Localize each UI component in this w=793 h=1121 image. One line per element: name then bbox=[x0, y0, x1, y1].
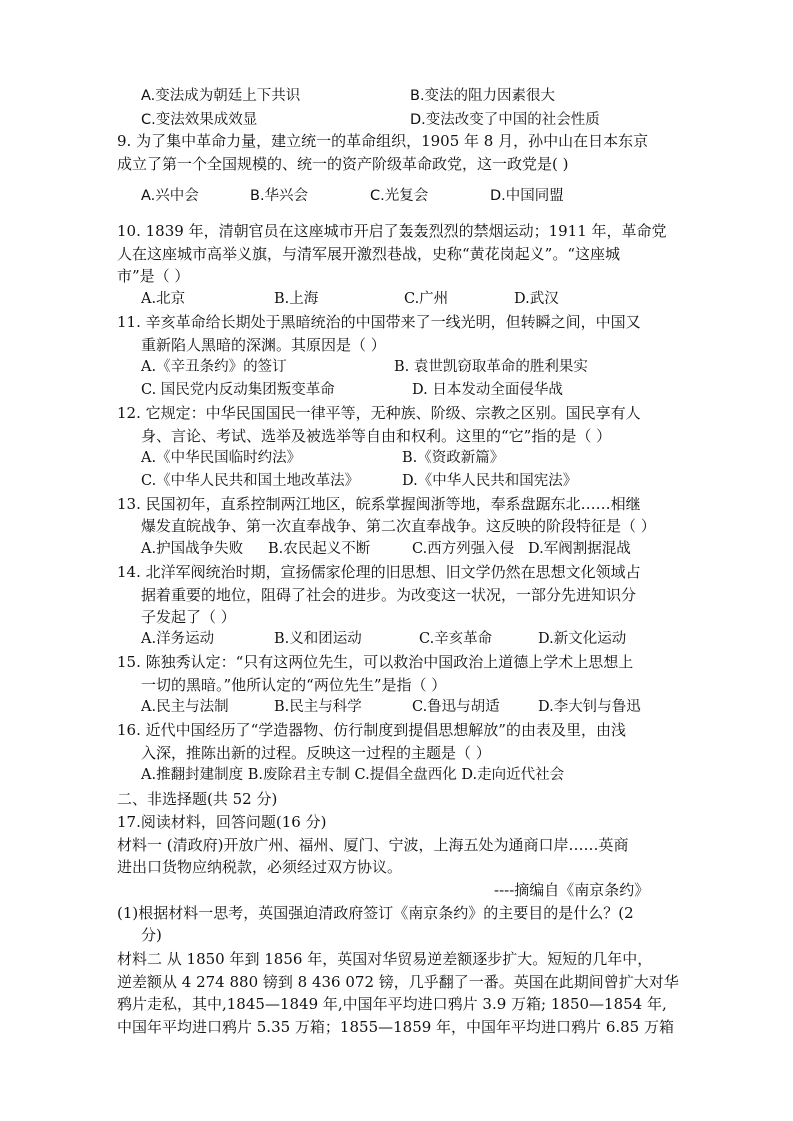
q13-option-b: B.农民起义不断 bbox=[268, 541, 371, 557]
q9-option-b: B.华兴会 bbox=[250, 188, 309, 204]
q16-options: A.推翻封建制度 B.废除君主专制 C.提倡全盘西化 D.走向近代社会 bbox=[141, 767, 565, 783]
q10-option-c: C.广州 bbox=[404, 291, 449, 307]
material2-line3: 鸦片走私，其中,1845—1849 年,中国年平均进口鸦片 3.9 万箱; 1850—1854 年, bbox=[117, 995, 667, 1013]
material2-line2: 逆差额从 4 274 880 镑到 8 436 072 镑，几乎翻了一番。英国在此期间曾扩大对华 bbox=[117, 973, 679, 991]
q12-option-a: A.《中华民国临时约法》 bbox=[141, 450, 302, 466]
q13-stem-line2: 爆发直皖战争、第一次直奉战争、第二次直奉战争。这反映的阶段特征是（ ） bbox=[141, 517, 656, 535]
q9-stem-line2: 成立了第一个全国规模的、统一的资产阶级革命政党，这一政党是( ) bbox=[117, 155, 569, 173]
q15-option-b: B.民主与科学 bbox=[274, 699, 362, 715]
q11-option-b: B. 袁世凯窃取革命的胜利果实 bbox=[394, 359, 588, 375]
material1-line2: 进出口货物应纳税款，必须经过双方协议。 bbox=[117, 858, 403, 876]
q13-option-a: A.护国战争失败 bbox=[141, 541, 244, 557]
q14-stem-line3: 子发起了（ ） bbox=[141, 608, 236, 626]
q8-option-b: B.变法的阻力因素很大 bbox=[410, 88, 556, 104]
q11-stem-line2: 重新陷人黑暗的深渊。其原因是（ ） bbox=[141, 336, 386, 354]
q11-option-d: D. 日本发动全面侵华战 bbox=[412, 382, 563, 398]
q15-stem-line2: 一切的黑暗。”他所认定的“两位先生”是指（ ） bbox=[141, 676, 447, 694]
q14-option-c: C.辛亥革命 bbox=[419, 631, 493, 647]
q12-option-b: B.《资政新篇》 bbox=[402, 450, 505, 466]
q15-option-a: A.民主与法制 bbox=[141, 699, 229, 715]
q9-option-c: C.光复会 bbox=[370, 188, 429, 204]
q12-option-c: C.《中华人民共和国土地改革法》 bbox=[141, 473, 360, 489]
q10-option-d: D.武汉 bbox=[514, 291, 559, 307]
q13-stem-line1: 13. 民国初年，直系控制两江地区，皖系掌握闽浙等地，奉系盘踞东北……相继 bbox=[117, 495, 641, 513]
q9-option-d: D.中国同盟 bbox=[490, 188, 564, 204]
q10-stem-line1: 10. 1839 年，清朝官员在这座城市开启了轰轰烈烈的禁烟运动；1911 年，革命党 bbox=[117, 222, 667, 240]
q12-option-d: D.《中华人民共和国宪法》 bbox=[402, 473, 578, 489]
q14-option-d: D.新文化运动 bbox=[538, 631, 627, 647]
material2-line1: 材料二 从 1850 年到 1856 年，英国对华贸易逆差额逐步扩大。短短的几年中， bbox=[117, 950, 653, 968]
q11-option-c: C. 国民党内反动集团叛变革命 bbox=[141, 382, 335, 398]
q14-stem-line1: 14. 北洋军阀统治时期，宣扬儒家伦理的旧思想、旧文学仍然在思想文化领域占 bbox=[117, 563, 641, 581]
q15-option-d: D.李大钊与鲁迅 bbox=[538, 699, 641, 715]
q15-option-c: C.鲁迅与胡适 bbox=[412, 699, 500, 715]
q9-option-a: A.兴中会 bbox=[141, 188, 199, 204]
material1-line1: 材料一 (清政府)开放广州、福州、厦门、宁波，上海五处为通商口岸……英商 bbox=[117, 836, 629, 854]
q10-option-a: A.北京 bbox=[141, 291, 186, 307]
q13-option-c: C.西方列强入侵 bbox=[412, 541, 515, 557]
q10-option-b: B.上海 bbox=[274, 291, 319, 307]
q8-option-c: C.变法效果成效显 bbox=[141, 112, 258, 128]
section-title: 二、非选择题(共 52 分) bbox=[117, 790, 278, 808]
q12-stem-line2: 身、言论、考试、选举及被选举等自由和权利。这里的“它”指的是（ ） bbox=[141, 427, 612, 445]
q17-sub1-line2: 分) bbox=[141, 926, 162, 944]
q17-sub1-line1: (1)根据材料一思考，英国强迫清政府签订《南京条约》的主要目的是什么？(2 bbox=[117, 904, 634, 922]
material1-source: ----摘编自《南京条约》 bbox=[494, 881, 650, 899]
q11-stem-line1: 11. 辛亥革命给长期处于黑暗统治的中国带来了一线光明，但转瞬之间，中国又 bbox=[117, 313, 641, 331]
q10-stem-line3: 市”是（ ） bbox=[117, 267, 190, 285]
q16-stem-line2: 入深，推陈出新的过程。反映这一过程的主题是（ ） bbox=[141, 744, 491, 762]
q13-option-d: D.军阀割据混战 bbox=[528, 541, 631, 557]
q8-option-a: A.变法成为朝廷上下共识 bbox=[141, 88, 301, 104]
q16-stem-line1: 16. 近代中国经历了“学造器物、仿行制度到提倡思想解放”的由表及里，由浅 bbox=[117, 721, 626, 739]
q14-option-b: B.义和团运动 bbox=[274, 631, 362, 647]
q17-title: 17.阅读材料，回答问题(16 分) bbox=[117, 813, 327, 831]
q14-stem-line2: 据着重要的地位，阻碍了社会的进步。为改变这一状况，一部分先进知识分 bbox=[141, 586, 637, 604]
q12-stem-line1: 12. 它规定：中华民国国民一律平等，无种族、阶级、宗教之区别。国民享有人 bbox=[117, 404, 641, 422]
q15-stem-line1: 15. 陈独秀认定：“只有这两位先生，可以救治中国政治上道德上学术上思想上 bbox=[117, 653, 634, 671]
q10-stem-line2: 人在这座城市高举义旗，与清军展开激烈巷战，史称“黄花岗起义”。“这座城 bbox=[117, 245, 621, 263]
q8-option-d: D.变法改变了中国的社会性质 bbox=[410, 112, 600, 128]
q11-option-a: A.《辛丑条约》的签订 bbox=[141, 359, 287, 375]
q14-option-a: A.洋务运动 bbox=[141, 631, 215, 647]
q9-stem-line1: 9. 为了集中革命力量，建立统一的革命组织，1905 年 8 月，孙中山在日本东京 bbox=[117, 132, 649, 150]
material2-line4: 中国年平均进口鸦片 5.35 万箱；1855—1859 年，中国年平均进口鸦片 6.85 万箱 bbox=[117, 1018, 674, 1036]
